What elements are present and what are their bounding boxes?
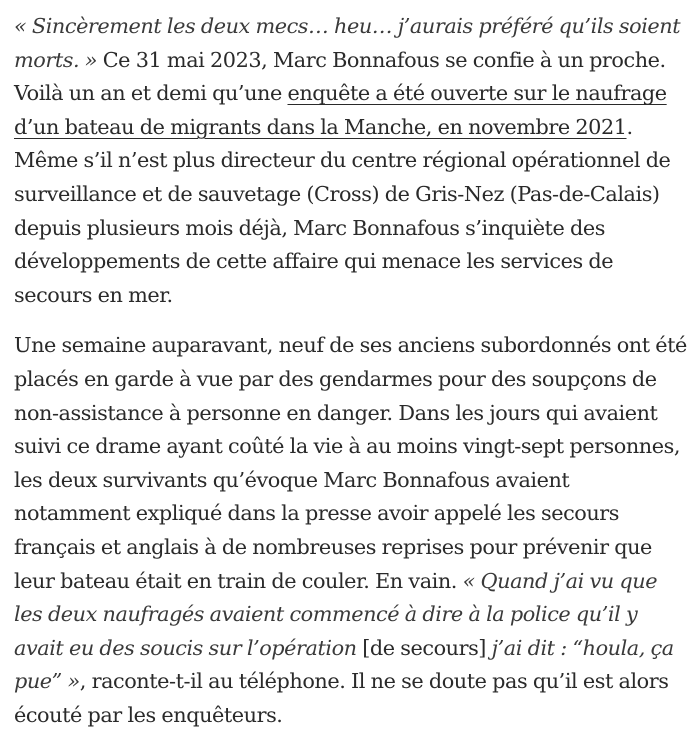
- investigation-link[interactable]: enquête a été ouverte sur le naufrage d’un bateau de migrants dans la Manche, en novembre 2021: [14, 81, 667, 139]
- paragraph-1-text-2: . Même s’il n’est plus directeur du centre régional opérationnel de surveillance et de sauvetage (Cross) de Gris-Nez (Pas-de-Calais) depuis plusieurs mois déjà, Marc Bonnafous s’inquiète des développements de cette affaire qui menace les services de secours en mer.: [14, 114, 671, 307]
- paragraph-2-text-2: , raconte-t-il au téléphone. Il ne se doute pas qu’il est alors écouté par les enquêteurs.: [14, 669, 669, 727]
- paragraph-2-text-1: Une semaine auparavant, neuf de ses anciens subordonnés ont été placés en garde à vue par des gendarmes pour des soupçons de non-assistance à personne en danger. Dans les jours qui avaient suivi ce drame ayant coûté la vie à au moins vingt-sept personnes, les deux survivants qu’évoque Marc Bonnafous avaient notamment expliqué dans la presse avoir appelé les secours français et anglais à de nombreuses reprises pour prévenir que leur bateau était en train de couler. En vain.: [14, 333, 687, 593]
- bonnafous-quote-part-1: « Quand j’ai vu que les deux naufragés avaient commencé à dire à la police qu’il y avait eu des soucis sur l’opération: [14, 568, 658, 660]
- bonnafous-quote-part-2: j’ai dit : “houla, ça pue” »: [14, 635, 674, 694]
- paragraph-1-text-1: Ce 31 mai 2023, Marc Bonnafous se confie à un proche. Voilà un an et demi qu’une: [14, 47, 666, 106]
- paragraph-2: [14, 329, 690, 732]
- paragraph-1: [14, 10, 690, 312]
- bracket-insert: [de secours]: [356, 635, 492, 660]
- opening-quote: « Sincèrement les deux mecs… heu… j’aurais préféré qu’ils soient morts. »: [14, 14, 681, 72]
- article-body: [14, 10, 690, 749]
